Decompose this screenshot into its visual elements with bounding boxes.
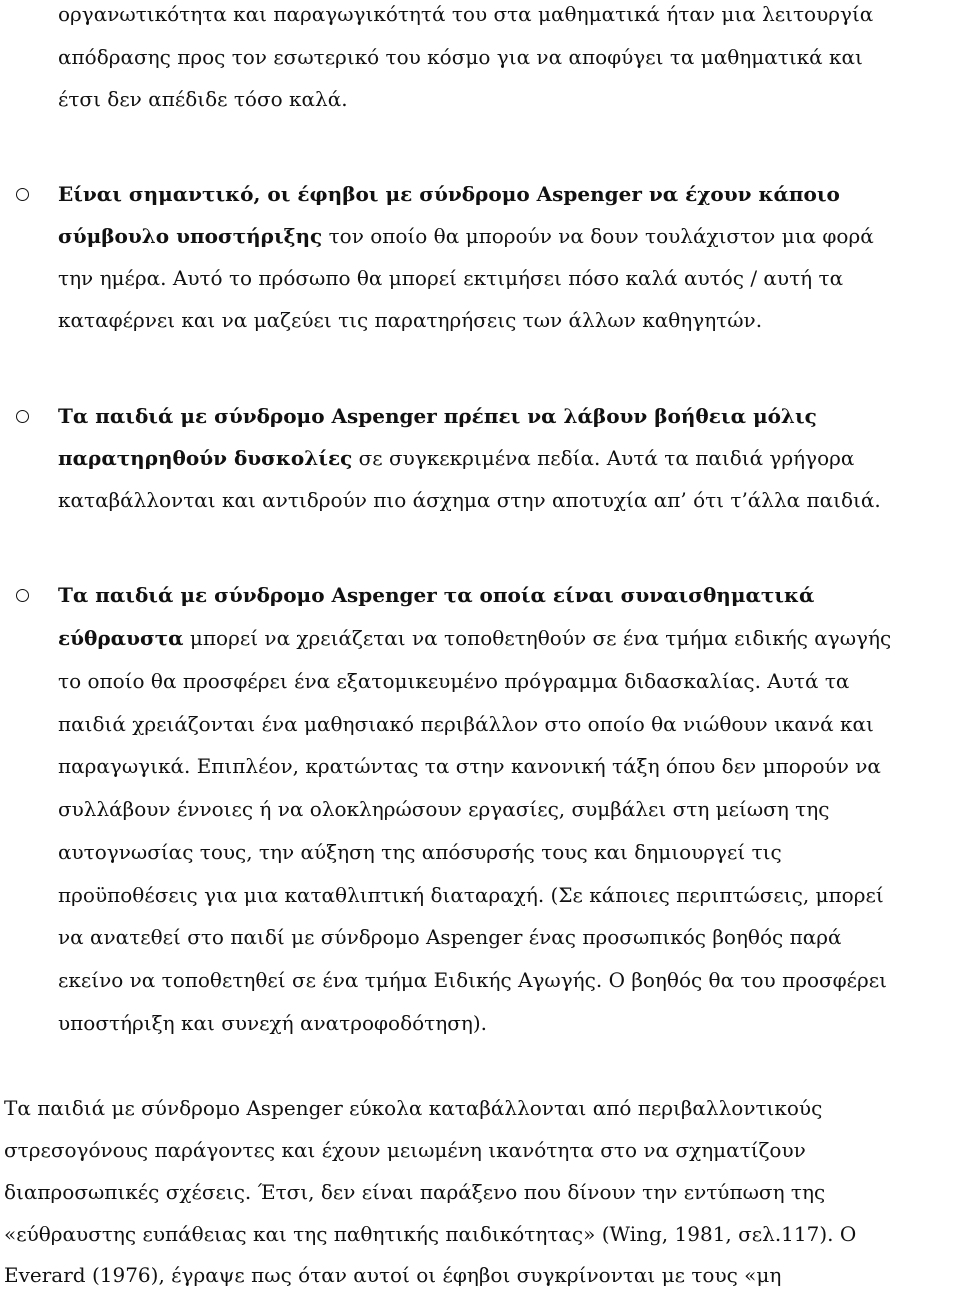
bullet1-line [58, 223, 874, 249]
bullet2-heading-cont: παρατηρηθούν δυσκολίες [58, 446, 353, 470]
bullet2-line [58, 445, 854, 471]
bullet3-line: προϋποθέσεις για μια καταθλιπτική διαταραχή. (Σε κάποιες περιπτώσεις, μπορεί [58, 883, 884, 907]
bullet3-line: παιδιά χρειάζονται ένα μαθησιακό περιβάλλον στο οποίο θα νιώθουν ικανά και [58, 712, 874, 736]
intro-line: οργανωτικότητα και παραγωγικότητά του στα μαθηματικά ήταν μια λειτουργία [58, 2, 874, 26]
bullet2-line: καταβάλλονται και αντιδρούν πιο άσχημα στην αποτυχία απ’ ότι τ’άλλα παιδιά. [58, 488, 881, 512]
bullet1-heading-cont: σύμβουλο υποστήριξης [58, 224, 323, 248]
intro-line: απόδρασης προς τον εσωτερικό του κόσμο για να αποφύγει τα μαθηματικά και [58, 45, 863, 69]
bullet1-line: καταφέρνει και να μαζεύει τις παρατηρήσεις των άλλων καθηγητών. [58, 308, 763, 332]
bullet1-line: την ημέρα. Αυτό το πρόσωπο θα μπορεί εκτιμήσει πόσο καλά αυτός / αυτή τα [58, 266, 844, 290]
bullet3-line: υποστήριξη και συνεχή ανατροφοδότηση). [58, 1011, 487, 1035]
bullet2-text: σε συγκεκριμένα πεδία. Αυτά τα παιδιά γρήγορα [352, 446, 855, 470]
bullet3-line: συλλάβουν έννοιες ή να ολοκληρώσουν εργασίες, συμβάλει στη μείωση της [58, 797, 830, 821]
bullet3-line [58, 625, 891, 651]
bullet3-line: να ανατεθεί στο παιδί με σύνδρομο Aspenger ένας προσωπικός βοηθός παρά [58, 925, 842, 949]
bullet-circle-icon [16, 188, 29, 201]
closing-line: διαπροσωπικές σχέσεις. Έτσι, δεν είναι παράξενο που δίνουν την εντύπωση της [4, 1180, 826, 1204]
bullet3-heading-cont: εύθραυστα [58, 626, 184, 650]
bullet1-heading: Είναι σημαντικό, οι έφηβοι με σύνδρομο Aspenger να έχουν κάποιο [58, 182, 840, 206]
intro-line: έτσι δεν απέδιδε τόσο καλά. [58, 87, 348, 111]
bullet3-line: παραγωγικά. Επιπλέον, κρατώντας τα στην κανονική τάξη όπου δεν μπορούν να [58, 754, 881, 778]
bullet3-heading: Τα παιδιά με σύνδρομο Aspenger τα οποία είναι συναισθηματικά [58, 583, 815, 607]
bullet-circle-icon [16, 410, 29, 423]
closing-line: Τα παιδιά με σύνδρομο Aspenger εύκολα καταβάλλονται από περιβαλλοντικούς [4, 1096, 823, 1120]
closing-line: στρεσογόνους παράγοντες και έχουν μειωμένη ικανότητα στο να σχηματίζουν [4, 1138, 806, 1162]
bullet3-line: το οποίο θα προσφέρει ένα εξατομικευμένο πρόγραμμα διδασκαλίας. Αυτά τα [58, 669, 850, 693]
bullet3-text: μπορεί να χρειάζεται να τοποθετηθούν σε ένα τμήμα ειδικής αγωγής [183, 626, 892, 650]
bullet1-text: τον οποίο θα μπορούν να δουν τουλάχιστον μια φορά [322, 224, 874, 248]
closing-line: Everard (1976), έγραψε πως όταν αυτοί οι έφηβοι συγκρίνονται με τους «μη [4, 1263, 782, 1287]
bullet-circle-icon [16, 589, 29, 602]
bullet3-line: αυτογνωσίας τους, την αύξηση της απόσυρσής τους και δημιουργεί τις [58, 840, 782, 864]
bullet3-line: εκείνο να τοποθετηθεί σε ένα τμήμα Ειδικής Αγωγής. Ο βοηθός θα του προσφέρει [58, 968, 887, 992]
bullet2-heading: Τα παιδιά με σύνδρομο Aspenger πρέπει να λάβουν βοήθεια μόλις [58, 404, 817, 428]
closing-line: «εύθραυστης ευπάθειας και της παθητικής παιδικότητας» (Wing, 1981, σελ.117). Ο [4, 1222, 857, 1246]
